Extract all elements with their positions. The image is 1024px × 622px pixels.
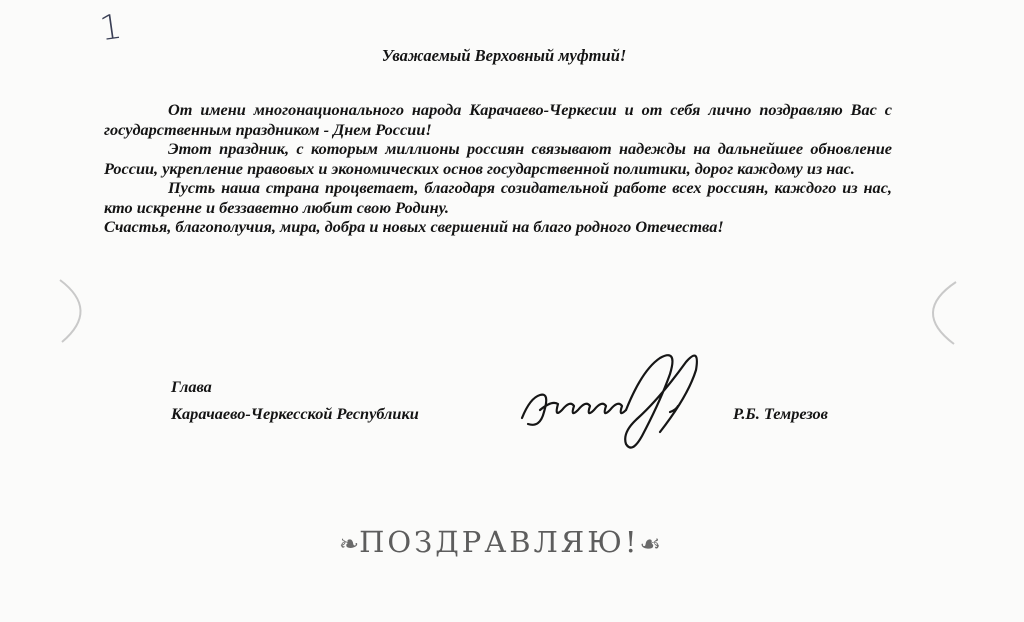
handwritten-page-number: 1 xyxy=(97,6,125,50)
signatory-title-line2: Карачаево-Черкесской Республики xyxy=(171,404,419,423)
body-paragraph: Пусть наша страна процветает, благодаря созидательной работе всех россиян, каждого из нас, кто искренне и беззаветно любит свою Родину. xyxy=(104,178,892,217)
salutation: Уважаемый Верховный муфтий! xyxy=(381,46,627,65)
handwritten-signature xyxy=(510,340,710,460)
signatory-name: Р.Б. Темрезов xyxy=(733,404,828,423)
fleuron-right-icon: ☙ xyxy=(639,530,661,558)
letter-body xyxy=(104,100,892,237)
congratulation-banner xyxy=(300,525,700,559)
body-paragraph: От имени многонационального народа Карачаево-Черкесии и от себя лично поздравляю Вас с государственным праздником - Днем России! xyxy=(104,100,892,139)
banner-text: ПОЗДРАВЛЯЮ! xyxy=(359,525,640,559)
body-paragraph: Счастья, благополучия, мира, добра и новых свершений на благо родного Отечества! xyxy=(104,217,724,236)
fleuron-left-icon: ❧ xyxy=(338,530,360,558)
right-punch-hole-mark xyxy=(906,272,976,352)
signatory-title-line1: Глава xyxy=(171,377,212,396)
body-paragraph: Этот праздник, с которым миллионы россиян связывают надежды на дальнейшее обновление России, укрепление правовых и экономических основ государственной политики, дорог каждому из нас. xyxy=(104,139,892,178)
left-punch-hole-mark xyxy=(40,270,110,350)
